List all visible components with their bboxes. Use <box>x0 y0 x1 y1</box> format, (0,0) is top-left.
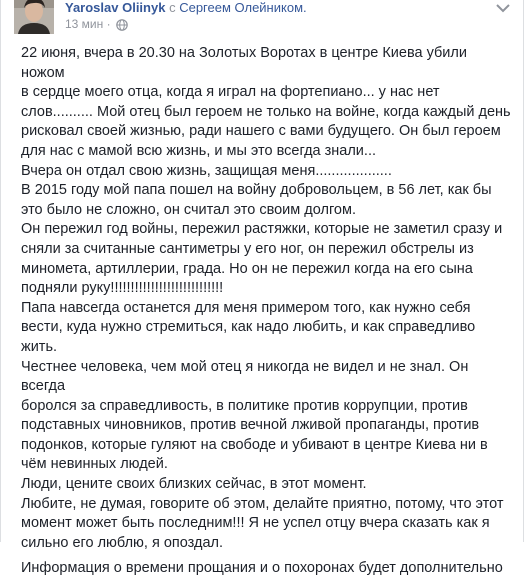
author-line <box>65 0 307 16</box>
post-header <box>1 0 523 42</box>
globe-icon[interactable] <box>116 19 128 31</box>
post-paragraph-funeral-info: Информация о времени прощания и о похоронах будет дополнительно <box>21 560 503 577</box>
with-text: с <box>169 0 176 15</box>
chevron-down-icon[interactable] <box>495 2 511 14</box>
tagged-person-link[interactable]: Сергеем Олейником. <box>179 0 307 15</box>
post-meta: 13 мин · <box>65 16 128 32</box>
author-avatar[interactable] <box>14 0 54 34</box>
post-timestamp[interactable]: 13 мин <box>65 17 104 31</box>
author-name-link[interactable]: Yaroslav Oliinyk <box>65 0 166 15</box>
post-text <box>21 44 511 579</box>
post-paragraph-main: 22 июня, вчера в 20.30 на Золотых Воротах в центре Киева убили ножом в сердце моего отца, когда я играл на фортепиано... у нас нет слов.......... Мой отец был героем не только на войне, когда каждый день рисковал своей жизнью, ради нашего с вами будущего. Он был героем для нас с мамой всю жизнь, и мы это всегда знали... Вчера он отдал свою жизнь, защищая меня................... В 2015 году мой папа пошел на войну добровольцем, в 56 лет, как бы это было не сложно, он считал это своим долгом. Он пережил год войны, пережил растяжки, которые не заметил сразу и сняли за считанные сантиметры у его ног, он пережил обстрелы из миномета, артиллерии, града. Но он не пережил когда на его сына подняли руку!!!!!!!!!!!!!!!!!!!!!!!!!!!! Папа навсегда останется для меня примером того, как нужно себя вести, куда нужно стремиться, как надо любить, и как справедливо жить. Честнее человека, чем мой отец я никогда не видел и не знал. Он всегда боролся за справедливость, в политике против коррупции, против подставных чиновников, против вечной лживой пропаганды, против подонков, которые гуляют на свободе и убивают в центре Киева ни в чём невинных людей. Люди, цените своих близких сейчас, в этот момент. Любите, не думая, говорите об этом, делайте приятно, потому, что этот момент может быть последним!!! Я не успел отцу вчера сказать как я сильно его люблю, я опоздал. <box>21 45 511 551</box>
avatar-photo <box>14 0 54 34</box>
